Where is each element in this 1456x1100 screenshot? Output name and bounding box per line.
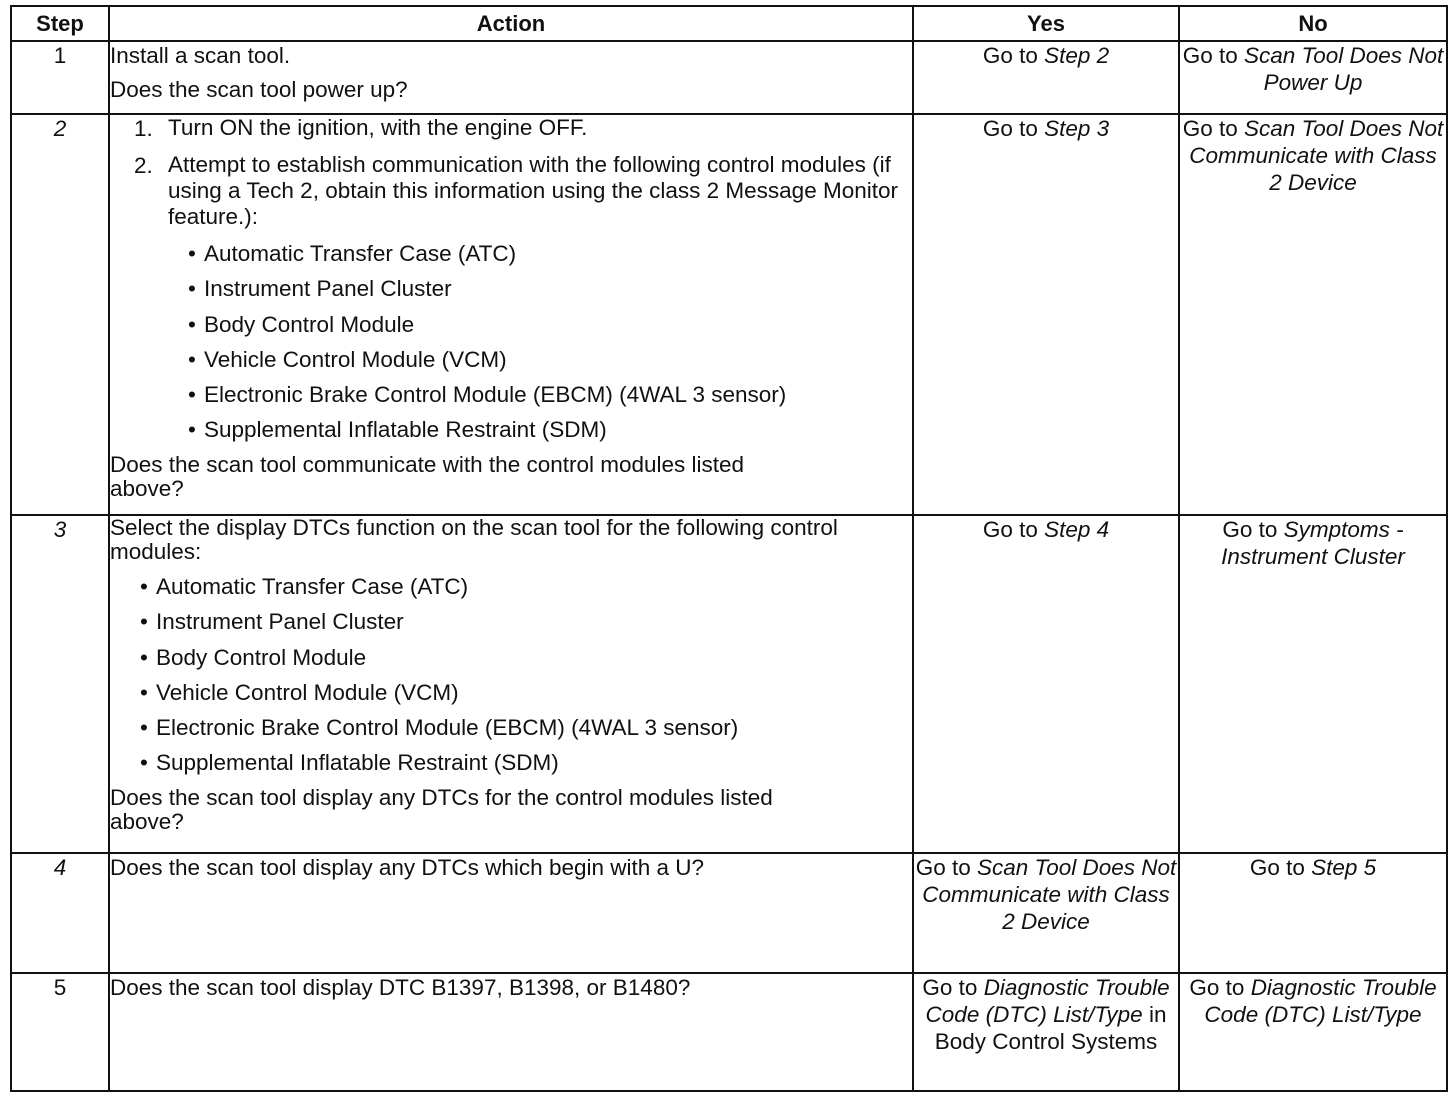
list-item: • Instrument Panel Cluster	[180, 275, 912, 302]
list-item: • Vehicle Control Module (VCM)	[180, 346, 912, 373]
action-text: Install a scan tool.	[110, 43, 291, 68]
list-item: • Automatic Transfer Case (ATC)	[132, 573, 912, 600]
no-prefix: Go to	[1182, 43, 1244, 68]
action-cell	[109, 41, 913, 114]
no-link[interactable]: Step 5	[1311, 855, 1377, 880]
bullet-icon: •	[140, 574, 148, 599]
action-text: Select the display DTCs function on the scan tool for the following control modules:	[110, 515, 838, 564]
no-prefix: Go to	[1189, 975, 1251, 1000]
yes-link[interactable]: Step 2	[1044, 43, 1110, 68]
action-question: Does the scan tool display any DTCs which begin with a U?	[110, 855, 705, 880]
list-item: • Automatic Transfer Case (ATC)	[180, 240, 912, 267]
module-list	[110, 240, 912, 443]
table-row	[11, 853, 1447, 973]
bullet-icon: •	[188, 382, 196, 408]
yes-prefix: Go to	[982, 116, 1045, 141]
no-prefix: Go to	[1222, 517, 1284, 542]
action-question: Does the scan tool power up?	[110, 77, 408, 102]
module-list	[110, 573, 912, 776]
yes-suffix: in Body Control Systems	[934, 1002, 1167, 1054]
list-item: • Supplemental Inflatable Restraint (SDM)	[180, 416, 912, 443]
action-question: Does the scan tool display DTC B1397, B1398, or B1480?	[110, 975, 691, 1000]
table-row	[11, 114, 1447, 515]
bullet-icon: •	[188, 346, 196, 372]
action-cell	[109, 515, 913, 853]
diagnostic-table	[10, 5, 1448, 1092]
no-link[interactable]: Scan Tool Does Not Communicate with Class 2 Device	[1189, 116, 1444, 195]
list-item: • Supplemental Inflatable Restraint (SDM)	[132, 749, 912, 776]
no-prefix: Go to	[1249, 855, 1312, 880]
bullet-icon: •	[140, 715, 148, 741]
yes-prefix: Go to	[915, 855, 977, 880]
yes-link[interactable]: Scan Tool Does Not Communicate with Class 2 Device	[922, 855, 1177, 934]
bullet-icon: •	[140, 679, 148, 705]
bullet-icon: •	[140, 750, 148, 776]
yes-cell	[913, 973, 1179, 1091]
yes-link[interactable]: Step 3	[1044, 116, 1110, 141]
table-row	[11, 515, 1447, 853]
action-question: Does the scan tool display any DTCs for the control modules listed above?	[110, 785, 773, 835]
bullet-icon: •	[188, 311, 196, 337]
yes-cell	[913, 853, 1179, 973]
yes-link[interactable]: Diagnostic Trouble Code (DTC) List/Type	[925, 975, 1170, 1027]
bullet-icon: •	[140, 609, 148, 635]
yes-link[interactable]: Step 4	[1044, 517, 1110, 542]
numbered-item: 2. Attempt to establish communication with the following control modules (if using a Tech 2, obtain this information using the class 2 Message Monitor feature.):	[134, 152, 898, 229]
table-row	[11, 973, 1447, 1091]
step-number: 5	[11, 973, 109, 1091]
step-number: 3	[11, 515, 109, 853]
list-item: • Instrument Panel Cluster	[132, 608, 912, 635]
header-yes: Yes	[913, 6, 1179, 41]
list-item: • Electronic Brake Control Module (EBCM) (4WAL 3 sensor)	[180, 381, 912, 408]
header-action: Action	[109, 6, 913, 41]
no-prefix: Go to	[1182, 116, 1244, 141]
no-cell	[1179, 973, 1447, 1091]
table-row	[11, 41, 1447, 114]
list-item: • Vehicle Control Module (VCM)	[132, 679, 912, 706]
numbered-item: 1. Turn ON the ignition, with the engine OFF.	[134, 115, 588, 141]
no-link[interactable]: Scan Tool Does Not Power Up	[1244, 43, 1444, 95]
bullet-icon: •	[188, 241, 196, 266]
action-question: Does the scan tool communicate with the control modules listed above?	[110, 452, 745, 502]
yes-cell	[913, 114, 1179, 515]
no-cell	[1179, 515, 1447, 853]
no-link[interactable]: Symptoms - Instrument Cluster	[1221, 517, 1405, 569]
bullet-icon: •	[188, 417, 196, 443]
yes-prefix: Go to	[922, 975, 984, 1000]
list-item: • Body Control Module	[132, 644, 912, 671]
step-number: 1	[11, 41, 109, 114]
yes-cell	[913, 515, 1179, 853]
no-cell	[1179, 853, 1447, 973]
header-no: No	[1179, 6, 1447, 41]
yes-cell	[913, 41, 1179, 114]
bullet-icon: •	[188, 276, 196, 302]
yes-prefix: Go to	[982, 517, 1045, 542]
header-step: Step	[11, 6, 109, 41]
no-link[interactable]: Diagnostic Trouble Code (DTC) List/Type	[1204, 975, 1437, 1027]
header-row	[11, 6, 1447, 41]
yes-prefix: Go to	[982, 43, 1045, 68]
list-item: • Body Control Module	[180, 311, 912, 338]
list-item: • Electronic Brake Control Module (EBCM) (4WAL 3 sensor)	[132, 714, 912, 741]
no-cell	[1179, 41, 1447, 114]
step-number: 2	[11, 114, 109, 515]
action-cell	[109, 973, 913, 1091]
action-cell	[109, 853, 913, 973]
step-number: 4	[11, 853, 109, 973]
action-cell	[109, 114, 913, 515]
bullet-icon: •	[140, 644, 148, 670]
no-cell	[1179, 114, 1447, 515]
